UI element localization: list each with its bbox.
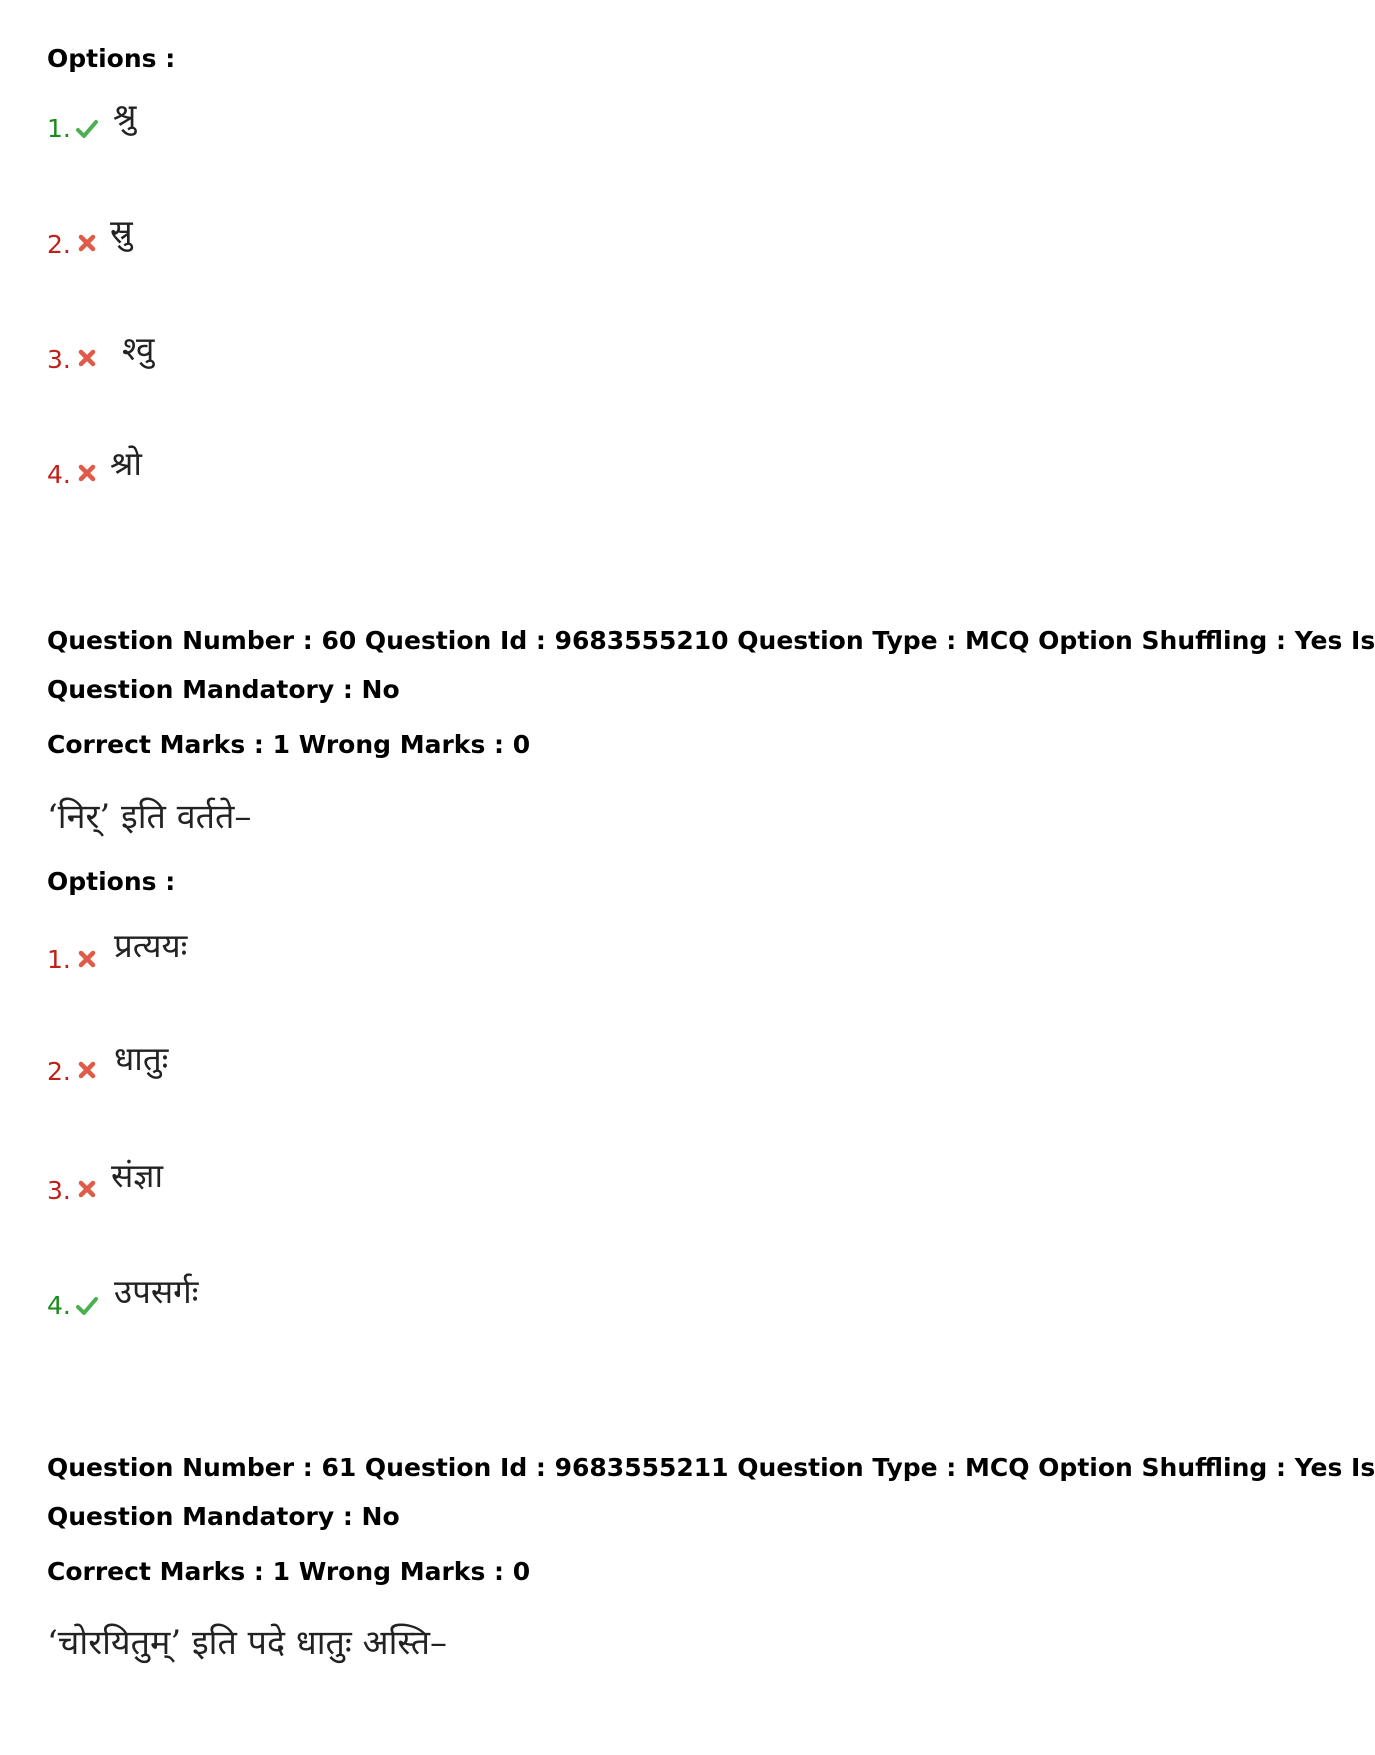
cross-icon xyxy=(76,232,98,254)
question-marks: Correct Marks : 1 Wrong Marks : 0 xyxy=(47,1557,531,1586)
option-text: श्रु xyxy=(113,96,137,135)
option-number: 4. xyxy=(47,1291,71,1320)
cross-icon xyxy=(76,347,98,369)
cross-icon xyxy=(76,462,98,484)
option-text: प्रत्ययः xyxy=(114,926,188,965)
check-icon xyxy=(76,118,98,140)
question-mandatory: Question Mandatory : No xyxy=(47,675,400,704)
question-meta: Question Number : 60 Question Id : 9683555210 Question Type : MCQ Option Shuffling : Yes Is xyxy=(47,626,1375,655)
cross-icon xyxy=(76,948,98,970)
option-number: 2. xyxy=(47,230,71,259)
option-number: 3. xyxy=(47,1176,71,1205)
option-text: उपसर्गः xyxy=(114,1272,199,1311)
question-text: ‘निर्’ इति वर्तते– xyxy=(47,797,252,837)
question-meta: Question Number : 61 Question Id : 9683555211 Question Type : MCQ Option Shuffling : Yes Is xyxy=(47,1453,1375,1482)
option-text: श्वु xyxy=(122,329,155,368)
cross-icon xyxy=(76,1059,98,1081)
option-number: 4. xyxy=(47,460,71,489)
option-text: संज्ञा xyxy=(111,1156,164,1195)
option-number: 3. xyxy=(47,345,71,374)
option-number: 1. xyxy=(47,114,71,143)
question-marks: Correct Marks : 1 Wrong Marks : 0 xyxy=(47,730,531,759)
question-mandatory: Question Mandatory : No xyxy=(47,1502,400,1531)
options-label: Options : xyxy=(47,44,176,73)
option-text: स्रु xyxy=(110,212,133,251)
cross-icon xyxy=(76,1178,98,1200)
option-number: 2. xyxy=(47,1057,71,1086)
question-text: ‘चोरयितुम्’ इति पदे धातुः अस्ति– xyxy=(47,1623,447,1663)
options-label: Options : xyxy=(47,867,176,896)
option-number: 1. xyxy=(47,945,71,974)
option-text: श्रो xyxy=(110,444,142,483)
option-text: धातुः xyxy=(114,1039,169,1078)
check-icon xyxy=(76,1295,98,1317)
